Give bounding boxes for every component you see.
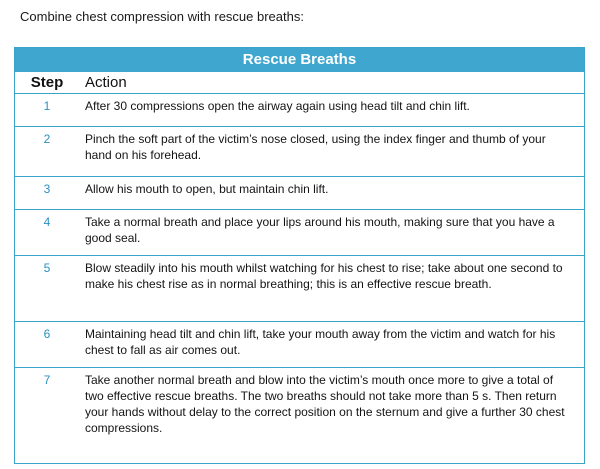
- intro-text: Combine chest compression with rescue breaths:: [20, 9, 304, 24]
- step-action: Blow steadily into his mouth whilst watching for his chest to rise; take about one second to make his chest rise as in normal breathing; this is an effective rescue breath.: [85, 261, 563, 291]
- column-header-action: Action: [85, 74, 127, 91]
- table-row: [15, 94, 584, 127]
- step-number: 6: [43, 327, 51, 341]
- step-action: Allow his mouth to open, but maintain chin lift.: [85, 182, 329, 196]
- table-row: [15, 177, 584, 210]
- step-number: 7: [43, 373, 51, 387]
- step-action: Pinch the soft part of the victim’s nose closed, using the index finger and thumb of your hand on his forehead.: [85, 132, 546, 162]
- table-header: [15, 72, 584, 94]
- rescue-breaths-table: [14, 47, 585, 464]
- table-row: [15, 322, 584, 368]
- step-number: 3: [43, 182, 51, 196]
- step-number: 5: [43, 261, 51, 275]
- step-action: After 30 compressions open the airway again using head tilt and chin lift.: [85, 99, 470, 113]
- table-row: [15, 256, 584, 322]
- column-header-step: Step: [30, 74, 64, 91]
- table-row: [15, 368, 584, 464]
- step-action: Maintaining head tilt and chin lift, take your mouth away from the victim and watch for his chest to fall as air comes out.: [85, 327, 556, 357]
- step-number: 2: [43, 132, 51, 146]
- step-action: Take a normal breath and place your lips around his mouth, making sure that you have a good seal.: [85, 215, 555, 245]
- table-row: [15, 210, 584, 256]
- step-number: 4: [43, 215, 51, 229]
- step-number: 1: [43, 99, 51, 113]
- step-action: Take another normal breath and blow into the victim’s mouth once more to give a total of two effective rescue breaths. The two breaths should not take more than 5 s. Then return your hands without delay to the correct position on the sternum and give a further 30 chest compressions.: [85, 373, 565, 435]
- table-row: [15, 127, 584, 177]
- table-title: Rescue Breaths: [15, 48, 584, 72]
